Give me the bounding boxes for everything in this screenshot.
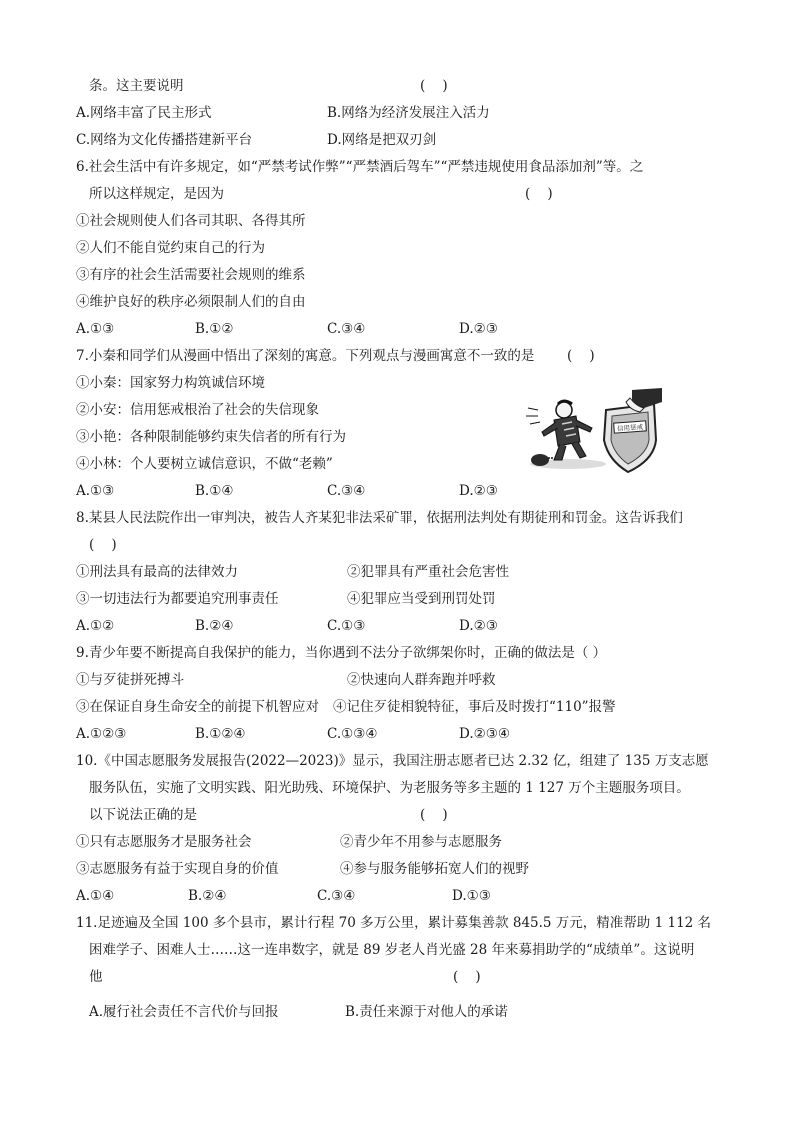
q8-item-1: ①刑法具有最高的法律效力 [76,564,238,580]
q8-item-4: ④犯罪应当受到刑罚处罚 [347,591,496,607]
q6-option-c: C.③④ [327,321,366,337]
q6-stem-line1: 6.社会生活中有许多规定，如“严禁考试作弊”“严禁酒后驾车”“严禁违规使用食品添加剂”等。之 [76,159,644,175]
q11-option-b: B.责任来源于对他人的承诺 [345,1004,508,1020]
q11-answer-paren: ( ) [453,969,481,985]
q5-option-b: B.网络为经济发展注入活力 [327,105,490,121]
q10-stem-line1: 10.《中国志愿服务发展报告(2022—2023)》显示，我国注册志愿者已达 2.32 亿，组建了 135 万支志愿 [76,753,709,769]
q7-option-a: A.①③ [76,483,115,499]
q5-option-c: C.网络为文化传播搭建新平台 [76,132,253,148]
q10-item-4: ④参与服务能够拓宽人们的视野 [340,861,529,877]
q11-stem-line3: 他 [89,969,103,985]
credit-sign-text: 信用惩戒 [616,423,644,433]
q10-stem-line3: 以下说法正确的是 [89,807,197,823]
q11-option-a: A.履行社会责任不言代价与回报 [89,1004,279,1020]
q7-item-3: ③小艳：各种限制能够约束失信者的所有行为 [76,429,346,445]
q8-option-b: B.②④ [195,618,234,634]
q6-item-3: ③有序的社会生活需要社会规则的维系 [76,267,306,283]
q9-stem: 9.青少年要不断提高自我保护的能力，当你遇到不法分子欲绑架你时，正确的做法是（ ） [76,645,607,661]
q10-option-c: C.③④ [317,888,356,904]
q10-answer-paren: ( ) [420,807,448,823]
q9-item-1: ①与歹徒拼死搏斗 [76,672,184,688]
q8-option-d: D.②③ [459,618,498,634]
q5-answer-paren: ( ) [420,78,448,94]
q6-item-4: ④维护良好的秩序必须限制人们的自由 [76,294,306,310]
q9-item-2: ②快速向人群奔跑并呼救 [347,672,496,688]
q5-stem-tail: 条。这主要说明 [89,78,184,94]
q11-stem-line1: 11.足迹遍及全国 100 多个县市，累计行程 70 多万公里，累计募集善款 845.5 万元，精准帮助 1 112 名 [76,915,712,931]
q7-item-1: ①小秦：国家努力构筑诚信环境 [76,375,265,391]
q10-stem-line2: 服务队伍，实施了文明实践、阳光助残、环境保护、为老服务等多主题的 1 127 万个主题服务项目。 [89,780,690,796]
q5-option-d: D.网络是把双刃剑 [327,132,437,148]
q9-option-d: D.②③④ [459,726,510,742]
q7-option-d: D.②③ [459,483,498,499]
q10-item-2: ②青少年不用参与志愿服务 [340,834,502,850]
q10-option-d: D.①③ [452,888,491,904]
q7-answer-paren: ( ) [567,348,595,364]
q6-stem-line2: 所以这样规定，是因为 [89,186,224,202]
q6-option-d: D.②③ [459,321,498,337]
q10-option-b: B.②④ [188,888,227,904]
q7-stem: 7.小秦和同学们从漫画中悟出了深刻的寓意。下列观点与漫画寓意不一致的是 [76,348,535,364]
q6-answer-paren: ( ) [525,186,553,202]
q11-stem-line2: 困难学子、困难人士……这一连串数字，就是 89 岁老人肖光盛 28 年来募捐助学的“成绩单”。这说明 [89,942,695,958]
q9-item-4: ④记住歹徒相貌特征，事后及时拨打“110”报警 [333,699,616,715]
q10-option-a: A.①④ [76,888,115,904]
q8-item-2: ②犯罪具有严重社会危害性 [347,564,509,580]
q6-option-b: B.①② [195,321,234,337]
q7-item-4: ④小林：个人要树立诚信意识，不做“老赖” [76,456,333,472]
q8-option-c: C.①③ [327,618,366,634]
q8-option-a: A.①② [76,618,115,634]
q9-option-c: C.①③④ [327,726,378,742]
q7-item-2: ②小安：信用惩戒根治了社会的失信现象 [76,402,319,418]
q10-item-3: ③志愿服务有益于实现自身的价值 [76,861,279,877]
q6-item-2: ②人们不能自觉约束自己的行为 [76,240,265,256]
q8-item-3: ③一切违法行为都要追究刑事责任 [76,591,279,607]
q10-item-1: ①只有志愿服务才是服务社会 [76,834,252,850]
q7-option-b: B.①④ [195,483,234,499]
q9-option-b: B.①②④ [195,726,246,742]
q7-cartoon-image [520,388,662,474]
q8-stem-line1: 8.某县人民法院作出一审判决，被告人齐某犯非法采矿罪，依据刑法判处有期徒刑和罚金。这告诉我们 [76,510,683,526]
q8-answer-paren: ( ) [89,537,117,553]
q5-option-a: A.网络丰富了民主形式 [76,105,212,121]
q9-item-3: ③在保证自身生命安全的前提下机智应对 [76,699,319,715]
q6-option-a: A.①③ [76,321,115,337]
q9-option-a: A.①②③ [76,726,127,742]
q6-item-1: ①社会规则使人们各司其职、各得其所 [76,213,306,229]
ball-chain-icon [531,454,549,466]
q7-option-c: C.③④ [327,483,366,499]
